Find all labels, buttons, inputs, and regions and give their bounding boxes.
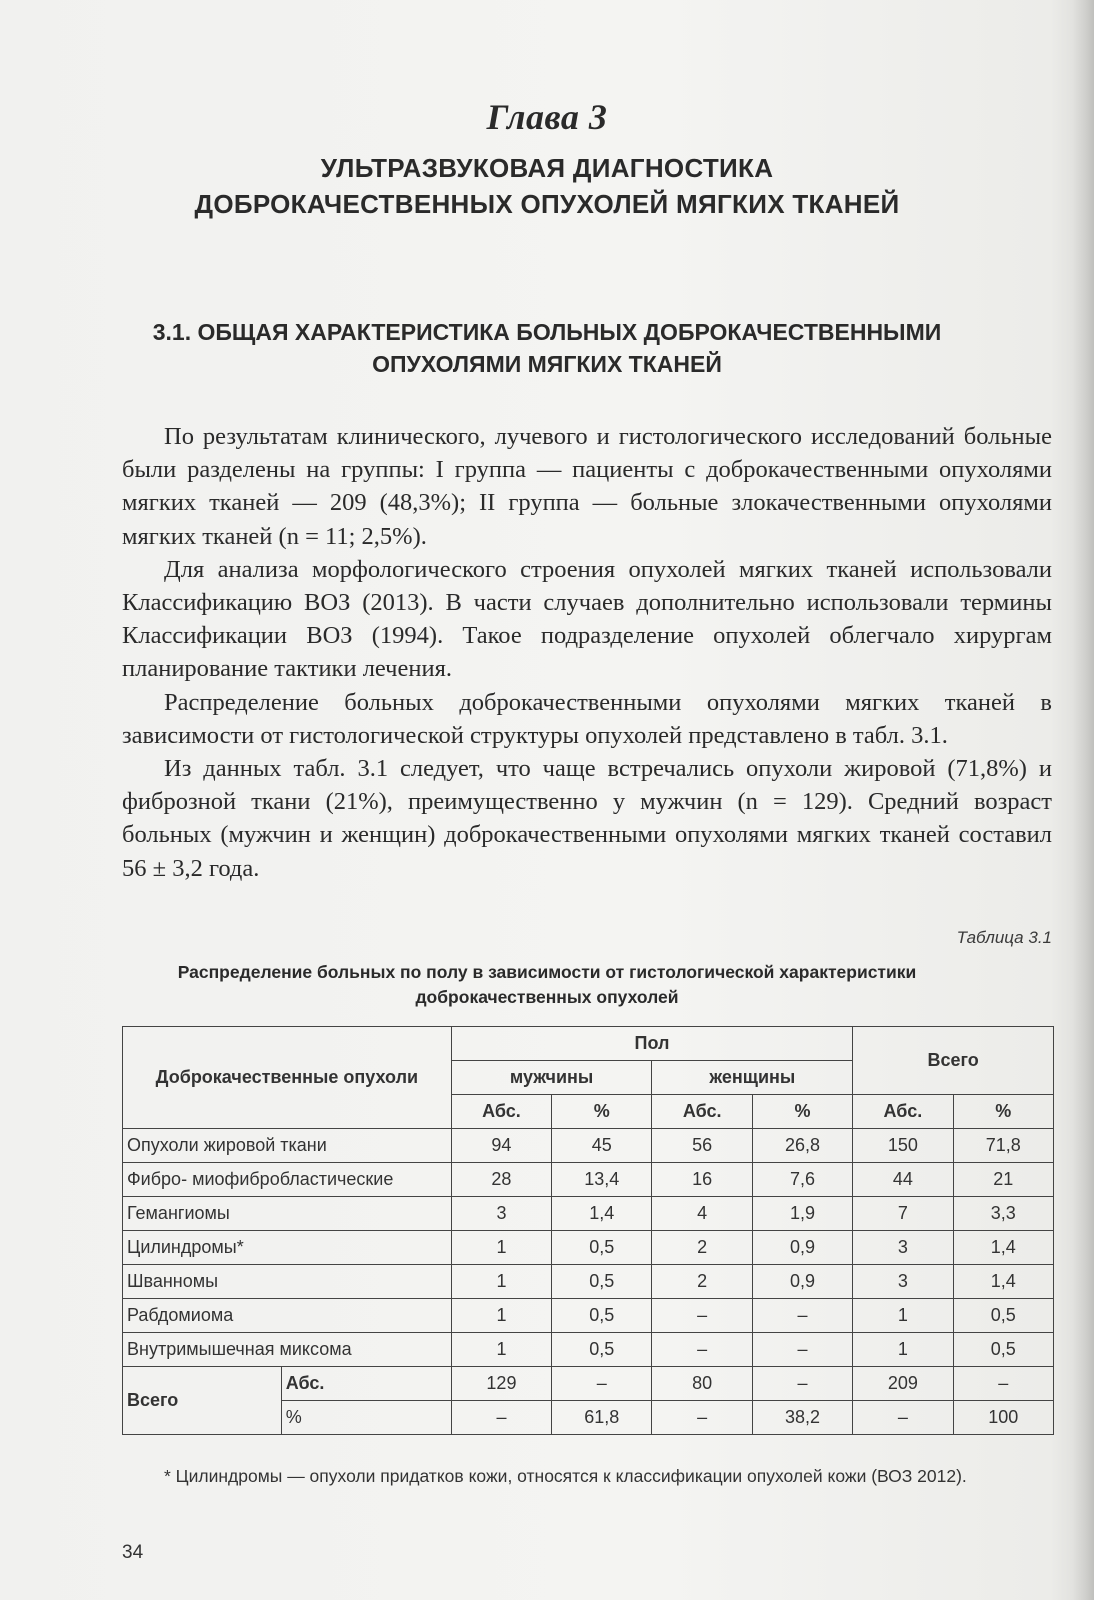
table-row [123,1197,1054,1231]
table-cell: 1 [451,1265,551,1299]
header-tumors: Доброкачественные опухоли [123,1027,452,1129]
table-cell: 3 [853,1265,953,1299]
table-cell: 1 [451,1231,551,1265]
table-cell: 1,4 [953,1231,1053,1265]
paragraph: Распределение больных доброкачественными опухолями мягких тканей в зависимости от гистологической структуры опухолей представлено в табл. 3.1. [122,688,1052,749]
table-cell: 1,4 [552,1197,652,1231]
total-pct-label: % [281,1401,451,1435]
table-header-row [123,1027,1054,1061]
table-cell: 1 [451,1299,551,1333]
table-cell: 21 [953,1163,1053,1197]
paragraph: Из данных табл. 3.1 следует, что чаще встречались опухоли жировой (71,8%) и фиброзной ткани (21%), преимущественно у мужчин (n = 129). Средний возраст больных (мужчин и женщин) доброкачественными опухолями мягких тканей составил 56 ± 3,2 года. [122,755,1052,882]
chapter-title-line: ДОБРОКАЧЕСТВЕННЫХ ОПУХОЛЕЙ МЯГКИХ ТКАНЕЙ [194,189,900,219]
data-table [122,1026,1054,1435]
table-cell: 0,5 [552,1231,652,1265]
table-cell: 13,4 [552,1163,652,1197]
table-total-row [123,1367,1054,1401]
table-cell: 26,8 [752,1129,852,1163]
total-label: Всего [123,1367,282,1435]
table-title-line: Распределение больных по полу в зависимости от гистологической характеристики [177,962,917,982]
page-edge-shadow [1072,0,1094,1600]
table-cell: 80 [652,1367,752,1401]
table-cell: 1,9 [752,1197,852,1231]
header-pct: % [953,1095,1053,1129]
paragraph: Для анализа морфологического строения опухолей мягких тканей использовали Классификацию ВОЗ (2013). В части случаев дополнительно использовали термины Классификации ВОЗ (1994). Такое подразделение опухолей облегчало хирургам планирование тактики лечения. [122,555,1052,683]
table-cell: 2 [652,1265,752,1299]
header-women: женщины [652,1061,853,1095]
table-cell: – [752,1367,852,1401]
table-cell: – [552,1367,652,1401]
table-cell: 56 [652,1129,752,1163]
table-cell: 3 [451,1197,551,1231]
table-cell: 28 [451,1163,551,1197]
table-title-line: доброкачественных опухолей [415,987,679,1007]
footnote: * Цилиндромы — опухоли придатков кожи, относятся к классификации опухолей кожи (ВОЗ 2012). [164,1466,967,1486]
header-men: мужчины [451,1061,652,1095]
chapter-label: Глава 3 [486,97,608,137]
table-row [123,1299,1054,1333]
chapter-title-line: УЛЬТРАЗВУКОВАЯ ДИАГНОСТИКА [320,153,774,183]
section-title-line: ОПУХОЛЯМИ МЯГКИХ ТКАНЕЙ [372,351,722,377]
header-sex: Пол [451,1027,852,1061]
table-cell: – [752,1333,852,1367]
table-row [123,1163,1054,1197]
row-label: Внутримышечная миксома [123,1333,452,1367]
table-cell: 150 [853,1129,953,1163]
table-cell: 0,5 [552,1265,652,1299]
table-cell: 45 [552,1129,652,1163]
table-cell: 1,4 [953,1265,1053,1299]
table-row [123,1129,1054,1163]
table-cell: 100 [953,1401,1053,1435]
table-cell: – [652,1299,752,1333]
header-abs: Абс. [451,1095,551,1129]
row-label: Шванномы [123,1265,452,1299]
header-abs: Абс. [853,1095,953,1129]
row-label: Гемангиомы [123,1197,452,1231]
row-label: Цилиндромы* [123,1231,452,1265]
table-row [123,1265,1054,1299]
table-cell: 0,9 [752,1231,852,1265]
table-cell: 61,8 [552,1401,652,1435]
table-title [0,960,1094,1010]
table-cell: 71,8 [953,1129,1053,1163]
table-cell: – [853,1401,953,1435]
table-cell: – [652,1333,752,1367]
table-cell: – [652,1401,752,1435]
table-cell: 0,5 [552,1299,652,1333]
section-title-line: 3.1. ОБЩАЯ ХАРАКТЕРИСТИКА БОЛЬНЫХ ДОБРОКАЧЕСТВЕННЫМИ [152,319,942,345]
header-abs: Абс. [652,1095,752,1129]
table-cell: 1 [853,1333,953,1367]
page-number: 34 [122,1542,144,1563]
section-title [0,316,1094,380]
table-cell: 44 [853,1163,953,1197]
table-caption: Таблица 3.1 [956,928,1052,947]
table-cell: 7,6 [752,1163,852,1197]
row-label: Рабдомиома [123,1299,452,1333]
table-cell: 0,9 [752,1265,852,1299]
table-cell: 0,5 [552,1333,652,1367]
table-cell: 7 [853,1197,953,1231]
table-cell: – [752,1299,852,1333]
row-label: Фибро- миофибробластические [123,1163,452,1197]
row-label: Опухоли жировой ткани [123,1129,452,1163]
table-cell: 3,3 [953,1197,1053,1231]
table-cell: 38,2 [752,1401,852,1435]
paragraph: По результатам клинического, лучевого и гистологического исследований больные были разделены на группы: I группа — пациенты с доброкачественными опухолями мягких тканей — 209 (48,3%); II группа — больные злокачественными опухолями мягких тканей (n = 11; 2,5%). [122,423,1052,550]
table-cell: – [451,1401,551,1435]
table-cell: 0,5 [953,1299,1053,1333]
table-cell: 1 [853,1299,953,1333]
body-text [122,420,1052,885]
header-total: Всего [853,1027,1054,1095]
table-cell: 0,5 [953,1333,1053,1367]
total-abs-label: Абс. [281,1367,451,1401]
table-cell: 129 [451,1367,551,1401]
chapter-title [0,150,1094,222]
table-cell: 1 [451,1333,551,1367]
table-row [123,1333,1054,1367]
table-cell: – [953,1367,1053,1401]
header-pct: % [552,1095,652,1129]
table-cell: 94 [451,1129,551,1163]
table-cell: 2 [652,1231,752,1265]
table-cell: 16 [652,1163,752,1197]
table-row [123,1231,1054,1265]
header-pct: % [752,1095,852,1129]
table-cell: 3 [853,1231,953,1265]
table-cell: 4 [652,1197,752,1231]
table-cell: 209 [853,1367,953,1401]
